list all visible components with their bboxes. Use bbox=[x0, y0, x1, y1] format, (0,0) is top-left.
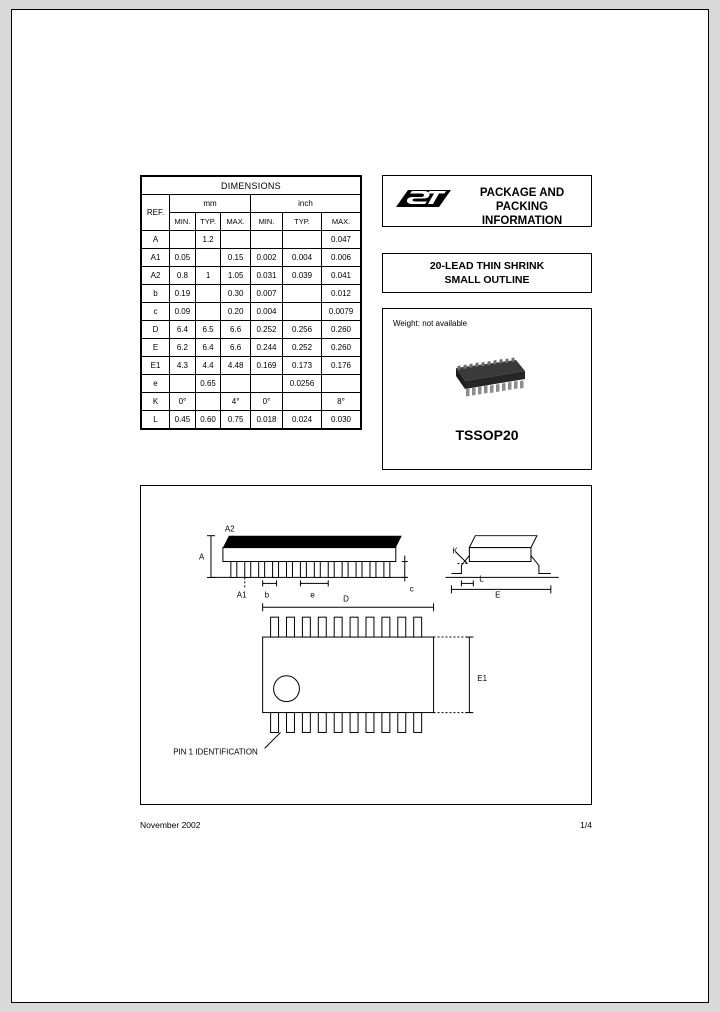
label-pin1: PIN 1 IDENTIFICATION bbox=[173, 747, 258, 757]
cell: 6.4 bbox=[170, 321, 196, 339]
dimensions-table bbox=[141, 176, 361, 429]
cell: 0.039 bbox=[283, 267, 322, 285]
cell: 0.007 bbox=[250, 285, 282, 303]
document-page bbox=[11, 9, 709, 1003]
cell bbox=[195, 303, 221, 321]
label-A1: A1 bbox=[236, 590, 247, 600]
dimensions-table-container bbox=[140, 175, 362, 430]
cell: 6.5 bbox=[195, 321, 221, 339]
row-ref: A2 bbox=[142, 267, 170, 285]
table-row bbox=[142, 411, 361, 429]
cell: 0.002 bbox=[250, 249, 282, 267]
cell bbox=[221, 231, 251, 249]
cell bbox=[283, 393, 322, 411]
row-ref: b bbox=[142, 285, 170, 303]
sub-header-mm-typ: TYP. bbox=[195, 213, 221, 231]
cell bbox=[322, 375, 361, 393]
footer-date: November 2002 bbox=[140, 820, 201, 830]
cell: 0° bbox=[170, 393, 196, 411]
package-photo-box bbox=[382, 308, 592, 470]
cell: 0.20 bbox=[221, 303, 251, 321]
brand-title-line2: PACKING INFORMATION bbox=[481, 201, 563, 227]
table-row bbox=[142, 267, 361, 285]
table-row bbox=[142, 231, 361, 249]
weight-label: Weight: not available bbox=[393, 319, 468, 328]
row-ref: c bbox=[142, 303, 170, 321]
cell bbox=[250, 231, 282, 249]
cell bbox=[195, 393, 221, 411]
cell: 0.173 bbox=[283, 357, 322, 375]
cell: 6.4 bbox=[195, 339, 221, 357]
cell bbox=[170, 375, 196, 393]
cell: 0.018 bbox=[250, 411, 282, 429]
cell: 4.4 bbox=[195, 357, 221, 375]
cell: 0.0256 bbox=[283, 375, 322, 393]
sub-header-in-typ: TYP. bbox=[283, 213, 322, 231]
table-row bbox=[142, 321, 361, 339]
table-row bbox=[142, 339, 361, 357]
row-ref: e bbox=[142, 375, 170, 393]
package-name bbox=[430, 259, 544, 287]
cell: 0.012 bbox=[322, 285, 361, 303]
cell: 0.041 bbox=[322, 267, 361, 285]
cell: 0.09 bbox=[170, 303, 196, 321]
table-row bbox=[142, 249, 361, 267]
cell bbox=[283, 303, 322, 321]
cell: 0.006 bbox=[322, 249, 361, 267]
sub-header-in-max: MAX. bbox=[322, 213, 361, 231]
cell: 0.252 bbox=[250, 321, 282, 339]
cell: 0.047 bbox=[322, 231, 361, 249]
row-ref: D bbox=[142, 321, 170, 339]
cell: 1.2 bbox=[195, 231, 221, 249]
cell bbox=[195, 285, 221, 303]
sub-header-mm-max: MAX. bbox=[221, 213, 251, 231]
label-D: D bbox=[343, 594, 349, 604]
table-row bbox=[142, 285, 361, 303]
cell bbox=[170, 231, 196, 249]
unit-header-mm: mm bbox=[170, 195, 251, 213]
cell: 4.3 bbox=[170, 357, 196, 375]
cell bbox=[221, 375, 251, 393]
package-name-line1: 20-LEAD THIN SHRINK bbox=[429, 260, 545, 272]
brand-title-line1: PACKAGE AND bbox=[479, 187, 565, 199]
row-ref: A bbox=[142, 231, 170, 249]
cell: 0.244 bbox=[250, 339, 282, 357]
sub-header-mm-min: MIN. bbox=[170, 213, 196, 231]
table-sub-header-row bbox=[142, 213, 361, 231]
cell: 0° bbox=[250, 393, 282, 411]
cell: 0.65 bbox=[195, 375, 221, 393]
package-name-line2: SMALL OUTLINE bbox=[444, 274, 530, 286]
label-c: c bbox=[409, 584, 414, 594]
cell: 6.2 bbox=[170, 339, 196, 357]
row-ref: E bbox=[142, 339, 170, 357]
row-ref: A1 bbox=[142, 249, 170, 267]
table-row bbox=[142, 357, 361, 375]
cell: 0.169 bbox=[250, 357, 282, 375]
cell: 0.176 bbox=[322, 357, 361, 375]
package-part-label: TSSOP20 bbox=[455, 427, 519, 443]
cell: 8° bbox=[322, 393, 361, 411]
package-photo-image bbox=[441, 354, 537, 409]
cell: 0.260 bbox=[322, 339, 361, 357]
label-e: e bbox=[310, 590, 315, 600]
footer-page-number: 1/4 bbox=[580, 820, 592, 830]
cell: 0.260 bbox=[322, 321, 361, 339]
table-unit-header-row bbox=[142, 195, 361, 213]
row-ref: L bbox=[142, 411, 170, 429]
cell: 0.004 bbox=[250, 303, 282, 321]
label-A2: A2 bbox=[224, 524, 235, 534]
cell: 0.256 bbox=[283, 321, 322, 339]
package-drawing-box bbox=[140, 485, 592, 805]
sub-header-in-min: MIN. bbox=[250, 213, 282, 231]
unit-header-inch: inch bbox=[250, 195, 360, 213]
cell bbox=[283, 285, 322, 303]
table-row bbox=[142, 393, 361, 411]
cell: 0.05 bbox=[170, 249, 196, 267]
cell: 1 bbox=[195, 267, 221, 285]
label-E1: E1 bbox=[477, 673, 488, 683]
cell: 6.6 bbox=[221, 339, 251, 357]
st-logo-icon bbox=[393, 185, 453, 217]
cell: 0.60 bbox=[195, 411, 221, 429]
package-name-box bbox=[382, 253, 592, 293]
cell: 0.031 bbox=[250, 267, 282, 285]
brand-header-box bbox=[382, 175, 592, 227]
cell: 1.05 bbox=[221, 267, 251, 285]
cell bbox=[195, 249, 221, 267]
cell: 0.30 bbox=[221, 285, 251, 303]
cell bbox=[283, 231, 322, 249]
cell: 0.15 bbox=[221, 249, 251, 267]
cell: 0.45 bbox=[170, 411, 196, 429]
cell: 0.8 bbox=[170, 267, 196, 285]
dimensions-title: DIMENSIONS bbox=[142, 177, 361, 195]
ref-header: REF. bbox=[142, 195, 170, 231]
cell: 4.48 bbox=[221, 357, 251, 375]
cell: 0.0079 bbox=[322, 303, 361, 321]
brand-title bbox=[457, 186, 587, 228]
cell: 0.252 bbox=[283, 339, 322, 357]
label-A: A bbox=[199, 552, 205, 562]
label-L: L bbox=[479, 574, 484, 584]
row-ref: K bbox=[142, 393, 170, 411]
table-title-row bbox=[142, 177, 361, 195]
label-E: E bbox=[495, 590, 501, 600]
package-drawing bbox=[141, 486, 591, 804]
table-row bbox=[142, 375, 361, 393]
cell: 0.004 bbox=[283, 249, 322, 267]
cell: 0.030 bbox=[322, 411, 361, 429]
row-ref: E1 bbox=[142, 357, 170, 375]
cell bbox=[250, 375, 282, 393]
cell: 0.024 bbox=[283, 411, 322, 429]
cell: 4° bbox=[221, 393, 251, 411]
label-K: K bbox=[452, 546, 458, 556]
top-section bbox=[140, 175, 592, 470]
cell: 6.6 bbox=[221, 321, 251, 339]
cell: 0.19 bbox=[170, 285, 196, 303]
table-row bbox=[142, 303, 361, 321]
cell: 0.75 bbox=[221, 411, 251, 429]
label-b: b bbox=[264, 590, 270, 600]
